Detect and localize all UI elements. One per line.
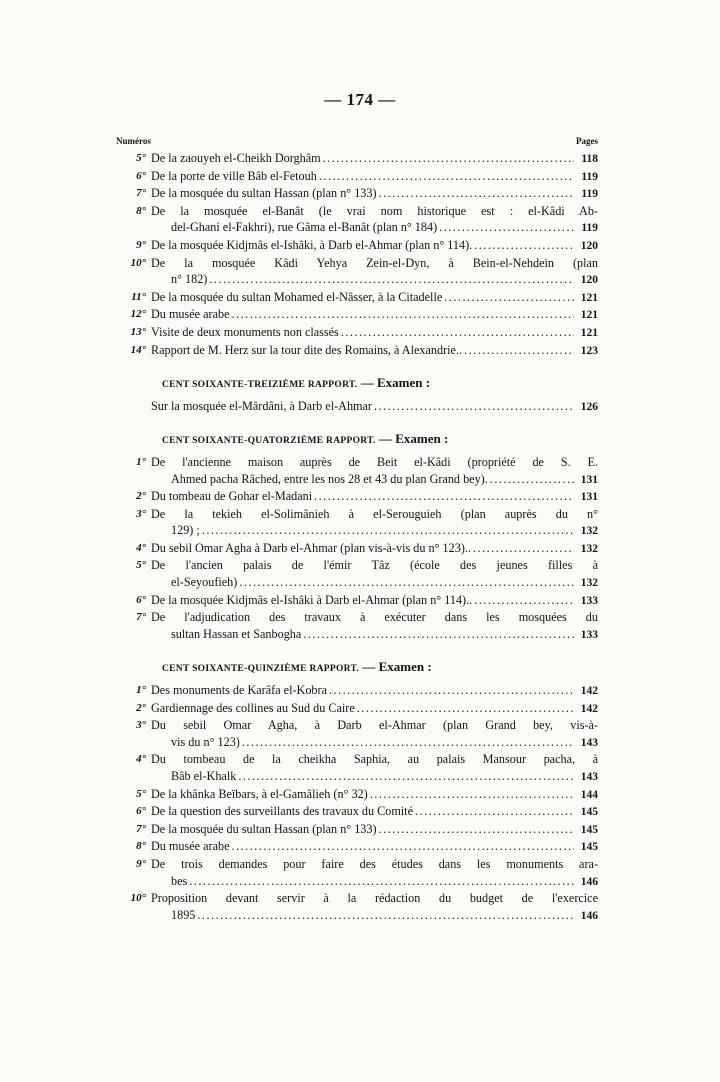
entry-text: 1895 xyxy=(171,907,196,922)
entry-last-line xyxy=(151,185,598,203)
entry-text-line: De la mosquée Kâdi Yehya Zein-el-Dyn, à Bein-el-Nehdein (plan xyxy=(151,255,598,270)
entry-page-number: 145 xyxy=(580,841,598,854)
entry-page-number: 119 xyxy=(581,222,598,235)
entry-number: 7° xyxy=(136,187,146,200)
leader-dots xyxy=(473,540,574,557)
entry-text-line: De la tekieh el-Solimânieh à el-Serouguieh (plan auprès du n° xyxy=(151,506,598,521)
entry-page-number: 121 xyxy=(580,326,598,339)
entry-last-line xyxy=(151,873,598,891)
toc-entry xyxy=(116,803,598,821)
entry-number: 7° xyxy=(136,822,146,835)
entry-page-number: 133 xyxy=(580,594,598,607)
leader-dots xyxy=(238,768,574,785)
entry-page-number: 132 xyxy=(580,542,598,555)
toc-entry xyxy=(116,838,598,856)
entry-page-number: 143 xyxy=(580,771,598,783)
entry-page-number: 121 xyxy=(580,309,598,322)
leader-dots xyxy=(439,219,574,236)
entry-last-line xyxy=(151,237,598,255)
entry-last-line xyxy=(151,324,598,342)
entry-page-number: 132 xyxy=(580,577,598,590)
section-heading-175 xyxy=(116,659,598,678)
toc-entry xyxy=(116,255,598,289)
entry-number: 10° xyxy=(130,256,146,269)
entry-text: Des monuments de Karâfa el-Kobra xyxy=(151,683,327,698)
entry-last-line xyxy=(151,289,598,307)
entry-page-number: 146 xyxy=(580,875,598,888)
entry-last-line xyxy=(151,271,598,289)
toc-entry xyxy=(116,237,598,255)
entry-number: 5° xyxy=(136,152,146,164)
entry-group-1 xyxy=(116,150,598,359)
leader-dots xyxy=(329,682,574,699)
entry-page-number: 142 xyxy=(580,702,598,715)
entry-group-175 xyxy=(116,682,598,924)
entry-number: 4° xyxy=(136,541,146,554)
entry-number: 2° xyxy=(136,490,146,503)
leader-dots xyxy=(303,626,574,643)
entry-page-number: 121 xyxy=(580,291,598,304)
toc-entry xyxy=(116,324,598,342)
leader-dots xyxy=(341,324,574,341)
toc-entry xyxy=(116,185,598,203)
entry-last-line xyxy=(151,488,598,506)
entry-number: 5° xyxy=(136,787,146,800)
entry-text-line: De la mosquée el-Banât (le vrai nom historique est : el-Kâdi Ab- xyxy=(151,203,598,218)
leader-dots xyxy=(379,821,574,838)
numbers-column-label: Numéros xyxy=(116,136,151,146)
entry-text: De la zaouyeh el-Cheikh Dorghâm xyxy=(151,151,321,165)
entry-text: De la porte de ville Bâb el-Fetouh xyxy=(151,168,317,183)
entry-number: 8° xyxy=(136,840,146,853)
leader-dots xyxy=(232,306,574,323)
entry-text: Du tombeau de Gohar el-Madani xyxy=(151,489,313,504)
entry-last-line xyxy=(151,907,598,925)
entry-last-line xyxy=(151,342,598,360)
toc-entry xyxy=(116,540,598,558)
entry-text: del-Ghani el-Fakhri), rue Gâma el-Banât (plan n° 184) xyxy=(171,220,438,235)
entry-text: el-Seyoufieh) xyxy=(171,575,238,590)
page-number: — 174 — xyxy=(324,90,396,109)
toc-entry xyxy=(116,890,598,924)
toc-entry xyxy=(116,717,598,751)
entry-last-line xyxy=(151,219,598,237)
leader-dots xyxy=(370,786,574,803)
toc-entry xyxy=(116,682,598,700)
entry-page-number: 143 xyxy=(580,736,598,749)
entry-last-line xyxy=(151,306,598,324)
leader-dots xyxy=(197,907,574,924)
leader-dots xyxy=(202,522,574,539)
leader-dots xyxy=(357,700,574,717)
entry-last-line xyxy=(151,838,598,856)
entry-group-174 xyxy=(116,454,598,644)
leader-dots xyxy=(319,168,574,185)
toc-entry xyxy=(116,203,598,237)
entry-page-number: 118 xyxy=(581,153,598,165)
leader-dots xyxy=(444,289,574,306)
toc-entry xyxy=(116,856,598,890)
section-title: CENT SOIXANTE-TREIZIÈME RAPPORT. xyxy=(162,380,358,391)
entry-page-number: 119 xyxy=(581,188,598,201)
entry-page-number: 142 xyxy=(580,685,598,698)
entry-number: 5° xyxy=(136,559,146,572)
toc-entry xyxy=(116,306,598,324)
entry-text: n° 182) xyxy=(171,272,208,287)
section-title: CENT SOIXANTE-QUINZIÈME RAPPORT. xyxy=(162,664,360,675)
entry-text-line: De l'adjudication des travaux à exécuter dans les mosquées du xyxy=(151,610,598,625)
entry-text: Sur la mosquée el-Mârdâni, à Darb el-Ahmar xyxy=(151,398,372,413)
toc-entry xyxy=(116,342,598,360)
entry-text-line: De l'ancienne maison auprès de Beit el-Kâdi (propriété de S. E. xyxy=(151,454,598,469)
toc-entry xyxy=(116,506,598,540)
toc-entry xyxy=(116,398,598,416)
leader-dots xyxy=(189,873,574,890)
entry-number: 11° xyxy=(131,290,146,303)
entry-page-number: 120 xyxy=(580,239,598,252)
entry-text-line: De trois demandes pour faire des études dans les monuments ara- xyxy=(151,856,598,871)
toc-entry xyxy=(116,700,598,718)
entry-text: De la khânka Beïbars, à el-Gamâlieh (n° 32) xyxy=(151,786,368,801)
entry-text-line: Du tombeau de la cheikha Saphia, au palais Mansour pacha, à xyxy=(151,752,598,767)
entry-page-number: 132 xyxy=(580,525,598,538)
leader-dots xyxy=(209,271,574,288)
entry-page-number: 120 xyxy=(580,274,598,287)
entry-last-line xyxy=(151,540,598,558)
entry-page-number: 131 xyxy=(580,473,598,486)
entry-last-line xyxy=(151,768,598,786)
entry-text: vis du n° 123) xyxy=(171,734,240,749)
toc-entry xyxy=(116,786,598,804)
toc-entry xyxy=(116,454,598,488)
entry-text: Rapport de M. Herz sur la tour dite des Romains, à Alexandrie.. xyxy=(151,342,463,357)
entry-number: 6° xyxy=(136,805,146,818)
entry-page-number: 123 xyxy=(580,344,598,357)
section-heading-173 xyxy=(116,375,598,394)
toc-entry xyxy=(116,488,598,506)
entry-page-number: 119 xyxy=(581,170,598,183)
entry-text: Ahmed pacha Râched, entre les nos 28 et 43 du plan Grand bey). xyxy=(171,471,488,486)
toc-entry xyxy=(116,609,598,643)
entry-number: 13° xyxy=(130,325,146,338)
leader-dots xyxy=(490,471,574,488)
toc-entry xyxy=(116,168,598,186)
entry-number: 14° xyxy=(130,343,146,356)
entry-text: Du sebil Omar Agha à Darb el-Ahmar (plan vis-à-vis du n° 123).. xyxy=(151,540,471,555)
entry-text: De la mosquée du sultan Mohamed el-Nâsser, à la Citadelle xyxy=(151,289,443,304)
entry-number: 4° xyxy=(136,753,146,766)
entry-last-line xyxy=(151,150,598,168)
section-examen: — Examen : xyxy=(359,659,432,675)
entry-text: De la mosquée Kidjmâs el-Ishâki à Darb el-Ahmar (plan n° 114).. xyxy=(151,592,473,607)
leader-dots xyxy=(323,150,574,167)
entry-number: 7° xyxy=(136,611,146,624)
entry-number: 2° xyxy=(136,701,146,714)
entry-page-number: 145 xyxy=(580,823,598,836)
entry-last-line xyxy=(151,522,598,540)
toc-entry xyxy=(116,592,598,610)
entry-last-line xyxy=(151,592,598,610)
entry-number: 8° xyxy=(136,204,146,217)
toc-entry xyxy=(116,821,598,839)
entry-number: 10° xyxy=(130,892,146,905)
entry-text: bes xyxy=(171,873,188,888)
toc-entry xyxy=(116,751,598,785)
entry-text: De la mosquée du sultan Hassan (plan n° 133) xyxy=(151,186,377,201)
entry-number: 12° xyxy=(130,308,146,321)
entry-text: sultan Hassan et Sanbogha xyxy=(171,626,302,641)
entry-page-number: 133 xyxy=(580,628,598,641)
table-of-contents xyxy=(116,150,598,924)
section-heading-174 xyxy=(116,431,598,450)
entry-last-line xyxy=(151,734,598,752)
section-examen: — Examen : xyxy=(375,431,449,447)
leader-dots xyxy=(314,488,574,505)
toc-entry xyxy=(116,289,598,307)
entry-text-line: Proposition devant servir à la rédaction du budget de l'exercice xyxy=(151,891,598,906)
entry-text: Du musée arabe xyxy=(151,307,230,322)
entry-last-line xyxy=(151,574,598,592)
entry-number: 3° xyxy=(136,719,146,732)
leader-dots xyxy=(464,342,574,359)
entry-text: Gardiennage des collines au Sud du Caire xyxy=(151,700,355,715)
leader-dots xyxy=(474,592,574,609)
entry-text: De la mosquée Kidjmâs el-Ishâki, à Darb el-Ahmar (plan n° 114). xyxy=(151,237,473,252)
entry-group-173 xyxy=(116,398,598,416)
entry-last-line xyxy=(151,700,598,718)
leader-dots xyxy=(379,185,574,202)
entry-page-number: 145 xyxy=(580,806,598,819)
entry-last-line xyxy=(151,398,598,416)
entry-page-number: 131 xyxy=(580,491,598,504)
section-title: CENT SOIXANTE-QUATORZIÈME RAPPORT. xyxy=(162,436,376,447)
entry-last-line xyxy=(151,821,598,839)
entry-last-line xyxy=(151,682,598,700)
entry-last-line xyxy=(151,471,598,489)
entry-page-number: 144 xyxy=(580,788,598,801)
entry-number: 9° xyxy=(136,857,146,870)
entry-number: 1° xyxy=(136,455,146,468)
entry-number: 1° xyxy=(136,684,146,697)
entry-number: 6° xyxy=(136,169,146,182)
entry-last-line xyxy=(151,626,598,644)
entry-text: 129) ; xyxy=(171,523,200,538)
entry-text-line: De l'ancien palais de l'émir Tâz (école des jeunes filles à xyxy=(151,558,598,573)
leader-dots xyxy=(415,803,574,820)
leader-dots xyxy=(242,734,574,751)
leader-dots xyxy=(474,237,574,254)
entry-text: Du musée arabe xyxy=(151,839,230,854)
entry-page-number: 146 xyxy=(580,909,598,922)
toc-entry xyxy=(116,557,598,591)
leader-dots xyxy=(239,574,574,591)
entry-text-line: Du sebil Omar Agha, à Darb el-Ahmar (plan Grand bey, vis-à- xyxy=(151,718,598,733)
entry-text: Bâb el-Khalk xyxy=(171,769,237,783)
toc-entry xyxy=(116,150,598,168)
section-examen: — Examen : xyxy=(357,375,431,391)
entry-number: 9° xyxy=(136,238,146,251)
entry-number: 3° xyxy=(136,507,146,520)
entry-text: De la mosquée du sultan Hassan (plan n° 133) xyxy=(151,821,377,836)
entry-number: 6° xyxy=(136,593,146,606)
entry-page-number: 126 xyxy=(580,400,598,413)
leader-dots xyxy=(374,398,574,415)
entry-text: De la question des surveillants des travaux du Comité xyxy=(151,804,413,819)
entry-last-line xyxy=(151,168,598,186)
entry-last-line xyxy=(151,803,598,821)
entry-text: Visite de deux monuments non classés xyxy=(151,324,339,339)
entry-last-line xyxy=(151,786,598,804)
pages-column-label: Pages xyxy=(576,136,598,146)
leader-dots xyxy=(232,838,574,855)
